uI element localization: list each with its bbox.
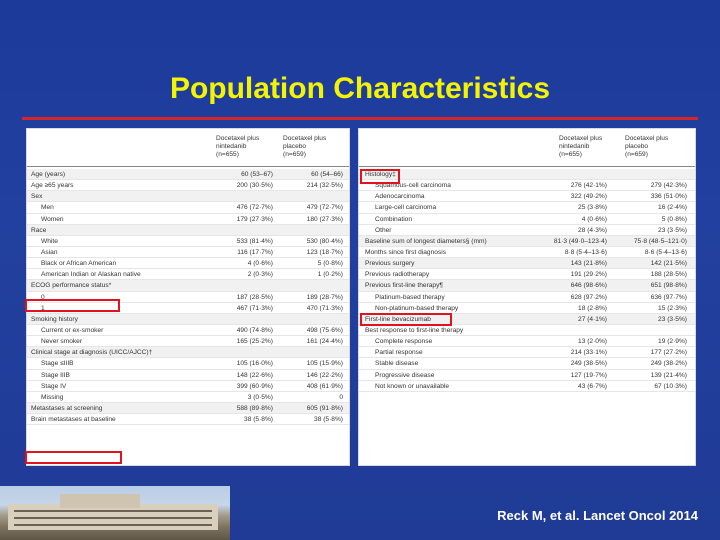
row-label: ECOG performance status* <box>31 282 112 290</box>
row-value-nintedanib: 60 (53–67) <box>241 171 273 178</box>
table-row <box>27 280 349 291</box>
highlight-box-ecog <box>25 299 120 312</box>
row-value-nintedanib: 148 (22·6%) <box>236 371 273 379</box>
row-value-nintedanib: 249 (38·5%) <box>570 360 607 368</box>
left-col1-header-line3: (n=655) <box>216 151 239 158</box>
table-row <box>359 258 695 269</box>
table-row <box>27 347 349 358</box>
table-row <box>27 258 349 269</box>
row-value-nintedanib: 191 (29·2%) <box>570 271 607 279</box>
row-value-placebo: 60 (54–66) <box>311 171 343 178</box>
left-col2-header-line2: placebo <box>283 143 307 150</box>
title-rule <box>22 117 698 120</box>
right-col1-header-line1: Docetaxel plus <box>559 135 603 142</box>
row-label: Not known or unavailable <box>375 382 450 390</box>
row-label: Partial response <box>375 349 423 357</box>
row-label: Combination <box>375 215 413 223</box>
row-label: Stage ≤IIIB <box>41 360 74 368</box>
row-value-nintedanib: 4 (0·6%) <box>247 260 273 268</box>
row-value-placebo: 23 (3·5%) <box>658 315 687 323</box>
table-row <box>27 336 349 347</box>
row-value-placebo: 336 (51·0%) <box>650 193 687 201</box>
table-row <box>27 314 349 325</box>
table-row <box>359 169 695 180</box>
row-value-nintedanib: 187 (28·5%) <box>236 293 273 301</box>
row-label: Men <box>41 204 54 212</box>
row-value-placebo: 5 (0·8%) <box>317 260 343 268</box>
left-col2-header-line1: Docetaxel plus <box>283 135 327 142</box>
row-label: Brain metastases at baseline <box>31 416 116 424</box>
row-value-nintedanib: 28 (4·3%) <box>578 226 607 234</box>
row-value-placebo: 142 (21·5%) <box>650 260 687 268</box>
table-row <box>359 347 695 358</box>
highlight-box-bevacizumab <box>360 313 452 326</box>
row-value-placebo: 1 (0·2%) <box>317 271 343 279</box>
row-value-placebo: 23 (3·5%) <box>658 226 687 234</box>
row-value-nintedanib: 143 (21·8%) <box>570 260 607 268</box>
row-value-placebo: 651 (98·8%) <box>650 282 687 290</box>
table-row <box>27 202 349 213</box>
table-row <box>359 247 695 258</box>
row-label: Never smoker <box>41 338 83 346</box>
row-value-nintedanib: 467 (71·3%) <box>236 304 273 312</box>
table-row <box>27 169 349 180</box>
row-label: Clinical stage at diagnosis (UICC/AJCC)† <box>31 349 153 357</box>
row-label: Missing <box>41 393 64 401</box>
row-value-nintedanib: 322 (49·2%) <box>570 193 607 201</box>
row-label: Metastases at screening <box>31 404 103 412</box>
row-value-placebo: 279 (42·3%) <box>650 182 687 190</box>
row-value-nintedanib: 8·8 (5·4–13·6) <box>564 248 607 256</box>
table-row <box>359 292 695 303</box>
row-label: 0 <box>41 293 45 301</box>
table-row <box>359 180 695 191</box>
left-col1-header-line2: nintedanib <box>216 143 247 150</box>
row-value-placebo: 470 (71·3%) <box>306 304 343 312</box>
row-value-placebo: 605 (91·8%) <box>306 404 343 412</box>
row-value-placebo: 408 (61·9%) <box>306 382 343 390</box>
row-value-placebo: 188 (28·5%) <box>650 271 687 279</box>
table-row <box>27 414 349 425</box>
right-col2-header-line3: (n=659) <box>625 151 648 158</box>
row-value-nintedanib: 18 (2·8%) <box>578 304 607 312</box>
left-col1-header <box>216 135 259 159</box>
table-row <box>27 247 349 258</box>
row-value-placebo: 105 (15·9%) <box>306 360 343 368</box>
table-row <box>27 236 349 247</box>
row-value-placebo: 161 (24·4%) <box>306 338 343 346</box>
row-value-nintedanib: 25 (3·8%) <box>578 204 607 212</box>
row-value-placebo: 16 (2·4%) <box>658 204 687 212</box>
row-value-nintedanib: 628 (97·2%) <box>570 293 607 301</box>
row-label: Previous surgery <box>365 260 415 268</box>
row-label: Baseline sum of longest diameters§ (mm) <box>365 237 487 245</box>
right-col1-header-line2: nintedanib <box>559 143 590 150</box>
row-value-nintedanib: 116 (17·7%) <box>237 248 273 256</box>
row-label: American Indian or Alaskan native <box>41 271 141 279</box>
row-value-placebo: 38 (5·8%) <box>314 416 343 424</box>
table-row <box>359 225 695 236</box>
row-value-placebo: 249 (38·2%) <box>650 360 687 368</box>
row-value-placebo: 19 (2·9%) <box>658 338 687 346</box>
row-label: Previous first-line therapy¶ <box>365 282 443 290</box>
row-value-placebo: 123 (18·7%) <box>306 248 343 256</box>
row-label: Asian <box>41 248 58 256</box>
row-value-nintedanib: 588 (89·8%) <box>236 404 273 412</box>
row-label: Age (years) <box>31 171 66 178</box>
row-label: Stage IV <box>41 382 67 390</box>
left-col2-header <box>283 135 326 159</box>
highlight-box-brain-metastases <box>25 451 122 464</box>
row-value-placebo: 0 <box>339 393 343 401</box>
right-table <box>358 128 696 466</box>
row-value-nintedanib: 105 (16·0%) <box>236 360 273 368</box>
row-value-placebo: 67 (10·3%) <box>654 382 687 390</box>
row-value-nintedanib: 2 (0·3%) <box>247 271 273 279</box>
left-col1-header-line1: Docetaxel plus <box>216 135 260 142</box>
table-row <box>27 403 349 414</box>
table-row <box>359 191 695 202</box>
table-row <box>27 381 349 392</box>
row-label: Adenocarcinoma <box>375 193 425 201</box>
row-value-placebo: 479 (72·7%) <box>306 204 343 212</box>
table-row <box>359 280 695 291</box>
table-row <box>27 225 349 236</box>
row-value-nintedanib: 127 (19·7%) <box>570 371 607 379</box>
row-label: Months since first diagnosis <box>365 248 446 256</box>
row-value-placebo: 530 (80·4%) <box>306 237 343 245</box>
building-window-row <box>14 524 212 526</box>
row-label: Histology‡ <box>365 171 396 178</box>
row-value-nintedanib: 81·3 (49·0–123·4) <box>553 237 607 245</box>
table-row <box>359 269 695 280</box>
building-photo <box>0 486 230 540</box>
row-label: Current or ex-smoker <box>41 326 104 334</box>
row-label: Stable disease <box>375 360 419 368</box>
left-col2-header-line3: (n=659) <box>283 151 306 158</box>
right-table-header <box>359 129 695 167</box>
row-label: Black or African American <box>41 260 117 268</box>
row-value-placebo: 498 (75·6%) <box>306 326 343 334</box>
table-row <box>27 358 349 369</box>
row-value-placebo: 177 (27·2%) <box>650 349 687 357</box>
table-row <box>359 202 695 213</box>
row-value-placebo: 636 (97·7%) <box>650 293 687 301</box>
row-label: Other <box>375 226 392 234</box>
table-row <box>359 370 695 381</box>
row-label: Stage IIIB <box>41 371 70 379</box>
table-row <box>359 336 695 347</box>
row-label: Squamous-cell carcinoma <box>375 182 451 190</box>
table-row <box>27 269 349 280</box>
table-row <box>27 191 349 202</box>
row-label: Large-cell carcinoma <box>375 204 437 212</box>
row-label: Non-platinum-based therapy <box>375 304 459 312</box>
table-row <box>27 325 349 336</box>
right-col2-header <box>625 135 668 159</box>
row-value-nintedanib: 3 (0·5%) <box>247 393 273 401</box>
table-row <box>27 180 349 191</box>
table-row <box>27 370 349 381</box>
left-table-header <box>27 129 349 167</box>
row-value-placebo: 75·8 (48·5–121·0) <box>633 237 687 245</box>
citation: Reck M, et al. Lancet Oncol 2014 <box>497 508 698 523</box>
row-label: Previous radiotherapy <box>365 271 430 279</box>
row-value-placebo: 180 (27·3%) <box>306 215 343 223</box>
row-label: Race <box>31 226 47 234</box>
row-value-nintedanib: 200 (30·5%) <box>236 182 273 190</box>
row-value-placebo: 139 (21·4%) <box>650 371 687 379</box>
row-value-nintedanib: 214 (33·1%) <box>570 349 607 357</box>
left-table <box>26 128 350 466</box>
row-label: 1 <box>41 304 45 312</box>
table-row <box>359 236 695 247</box>
row-value-nintedanib: 276 (42·1%) <box>570 182 607 190</box>
table-row <box>359 214 695 225</box>
right-col2-header-line1: Docetaxel plus <box>625 135 669 142</box>
right-col2-header-line2: placebo <box>625 143 649 150</box>
row-value-nintedanib: 165 (25·2%) <box>236 338 273 346</box>
building-window-row <box>14 510 212 512</box>
table-row <box>27 214 349 225</box>
row-label: Platinum-based therapy <box>375 293 445 301</box>
row-value-nintedanib: 490 (74·8%) <box>236 326 273 334</box>
row-value-placebo: 5 (0·8%) <box>661 215 687 223</box>
row-value-nintedanib: 399 (60·9%) <box>236 382 273 390</box>
table-row <box>359 381 695 392</box>
row-label: White <box>41 237 58 245</box>
right-col1-header-line3: (n=655) <box>559 151 582 158</box>
building-roof <box>60 494 140 508</box>
table-row <box>27 392 349 403</box>
row-value-nintedanib: 179 (27·3%) <box>236 215 273 223</box>
row-label: Women <box>41 215 64 223</box>
left-table-body <box>27 169 349 425</box>
row-label: Complete response <box>375 338 433 346</box>
row-value-placebo: 189 (28·7%) <box>306 293 343 301</box>
table-row <box>359 358 695 369</box>
row-label: Best response to first-line therapy <box>365 326 464 334</box>
row-value-nintedanib: 4 (0·6%) <box>581 215 607 223</box>
row-value-placebo: 146 (22·2%) <box>306 371 343 379</box>
row-label: Sex <box>31 193 43 201</box>
row-value-nintedanib: 38 (5·8%) <box>244 416 273 424</box>
highlight-box-histology <box>360 169 400 184</box>
row-value-nintedanib: 533 (81·4%) <box>236 237 273 245</box>
right-col1-header <box>559 135 602 159</box>
row-value-nintedanib: 476 (72·7%) <box>236 204 273 212</box>
row-label: Age ≥65 years <box>31 182 74 190</box>
building-window-row <box>14 517 212 519</box>
row-value-nintedanib: 27 (4·1%) <box>578 315 607 323</box>
slide-title: Population Characteristics <box>169 72 551 105</box>
table-row <box>359 325 695 336</box>
right-table-body <box>359 169 695 392</box>
row-value-placebo: 8·6 (5·4–13·6) <box>644 248 687 256</box>
row-value-nintedanib: 13 (2·0%) <box>578 338 607 346</box>
row-value-nintedanib: 646 (98·6%) <box>570 282 607 290</box>
row-label: Progressive disease <box>375 371 435 379</box>
row-value-placebo: 15 (2·3%) <box>658 304 687 312</box>
row-value-placebo: 214 (32·5%) <box>306 182 343 190</box>
row-label: First-line bevacizumab <box>365 315 431 323</box>
row-label: Smoking history <box>31 315 78 323</box>
row-value-nintedanib: 43 (6·7%) <box>578 382 607 390</box>
